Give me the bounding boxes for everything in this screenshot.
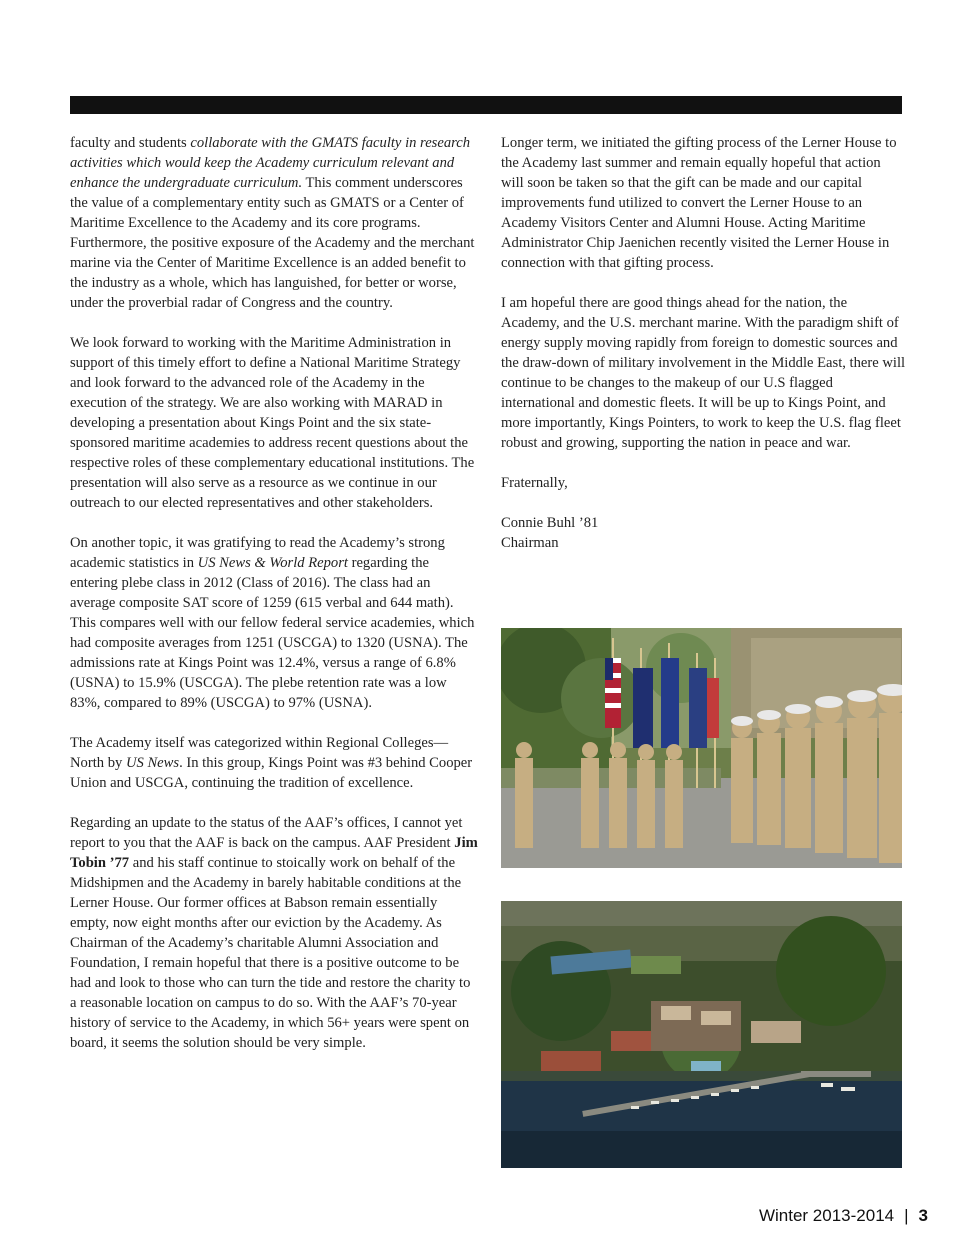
paragraph-academic-statistics: On another topic, it was gratifying to read the Academy’s strong academic statistics in US News & World Report regarding the entering plebe class in 2012 (Class of 2016). The class had an average composite SAT score of 1259 (615 verbal and 644 math). This compares well with our fellow federal service academies, which had composite averages from 1251 (USCGA) to 1320 (USNA). The admissions rate at Kings Point was 12.4%, versus a range of 6.8% (USNA) to 15.9% (USCGA). The plebe retention rate was a low 83%, compared to 89% (USCGA) to 97% (USNA). — [70, 535, 475, 711]
page-footer — [759, 1206, 928, 1226]
page-number: 3 — [918, 1206, 928, 1225]
paragraph-gmats: faculty and students collaborate with the GMATS faculty in research activities which would keep the Academy curriculum relevant and enhance the undergraduate curriculum. This comment underscores the value of a complementary entity such as GMATS or a Center of Maritime Excellence to the Academy and its core programs. Furthermore, the positive exposure of the Academy and the merchant marine via the Center of Maritime Excellence is an added benefit to the industry as a whole, which has languished, for better or worse, under the proverbial radar of Congress and the country. — [70, 135, 475, 311]
footer-separator: | — [904, 1206, 909, 1225]
issue-label: Winter 2013-2014 — [758, 1206, 895, 1225]
paragraph-aaf-offices: Regarding an update to the status of the AAF’s offices, I cannot yet report to you that the AAF is back on the campus. AAF President Jim Tobin ’77 and his staff continue to stoically work on behalf of the Midshipmen and the Academy in barely habitable conditions at the Lerner House. Our former offices at Babson remain essentially empty, now eight months after our eviction by the Academy. As Chairman of the Academy’s charitable Alumni Association and Foundation, I remain hopeful that there is a positive outcome to be had and look to those who can turn the tide and restore the charity to a reasonable location on campus to do so. With the AAF’s 70-year history of service to the Academy, in which 56+ years were spent on board, it seems the solution should be very simple. — [70, 815, 478, 1051]
color-guard-photo — [501, 628, 902, 868]
paragraph-regional-ranking: The Academy itself was categorized within Regional Colleges—North by US News. In this group, Kings Point was #3 behind Cooper Union and USCGA, continuing the tradition of excellence. — [70, 735, 473, 791]
right-column — [501, 133, 906, 553]
signer-title: Chairman — [501, 535, 559, 551]
left-column — [70, 133, 478, 1053]
header-bar — [70, 96, 902, 114]
closing-salutation: Fraternally, — [501, 475, 568, 491]
paragraph-lerner-house: Longer term, we initiated the gifting process of the Lerner House to the Academy last summer and remain equally hopeful that action will soon be taken so that the gift can be made and our capital improvements fund utilized to convert the Lerner House to an Academy Visitors Center and Alumni House. Acting Maritime Administrator Chip Jaenichen recently visited the Lerner House in connection with that gifting process. — [501, 135, 897, 271]
signer-name: Connie Buhl ’81 — [501, 515, 599, 531]
paragraph-maritime-strategy: We look forward to working with the Maritime Administration in support of this timely effort to define a National Maritime Strategy and look forward to the advanced role of the Academy in the execution of the strategy. We are also working with MARAD in developing a presentation about Kings Point and the six state-sponsored maritime academies to address recent questions about the respective roles of these complementary educational institutions. The presentation will also serve as a resource as we continue in our outreach to our elected representatives and other stakeholders. — [70, 335, 475, 511]
paragraph-outlook: I am hopeful there are good things ahead for the nation, the Academy, and the U.S. merchant marine. With the paradigm shift of energy supply moving rapidly from foreign to domestic sources and the draw-down of military involvement in the Middle East, there will continue to be changes to the makeup of our U.S flagged international and domestic fleets. It will be up to Kings Point, and more importantly, Kings Pointers, to work to keep the U.S. flag fleet robust and growing, supporting the nation in peace and war. — [501, 295, 906, 451]
aerial-campus-photo — [501, 901, 902, 1168]
